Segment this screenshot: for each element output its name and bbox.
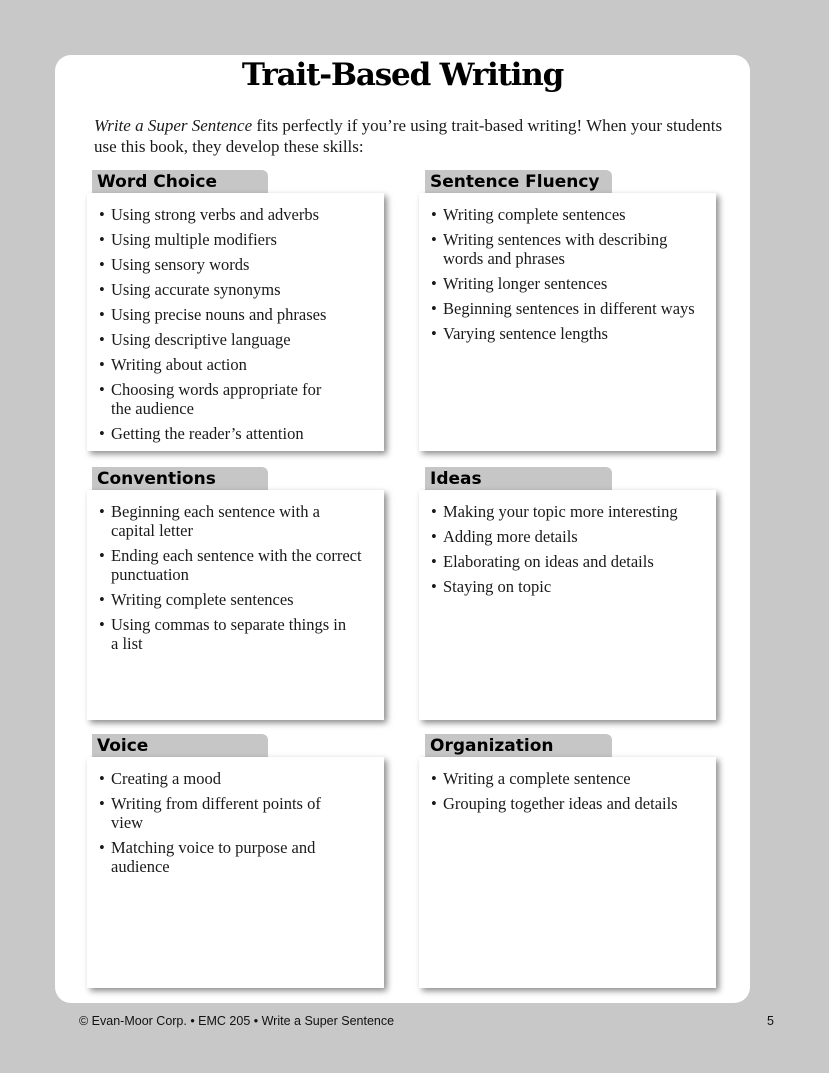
list-item: • Choosing words appropriate for the audience	[99, 380, 341, 418]
list-item: • Using multiple modifiers	[99, 230, 341, 249]
list-item: • Using accurate synonyms	[99, 280, 341, 299]
list-item: • Writing about action	[99, 355, 341, 374]
section-heading-sentence-fluency: Sentence Fluency	[425, 170, 612, 194]
list-item: • Ending each sentence with the correct punctuation	[99, 546, 376, 584]
list-item: • Using descriptive language	[99, 330, 341, 349]
list-item: • Writing from different points of view	[99, 794, 321, 832]
list-item: • Beginning sentences in different ways	[431, 299, 713, 318]
section-heading-ideas: Ideas	[425, 467, 612, 491]
list-item: • Using sensory words	[99, 255, 341, 274]
page-number: 5	[767, 1014, 774, 1028]
list-item: • Using precise nouns and phrases	[99, 305, 341, 324]
intro-paragraph	[94, 115, 734, 157]
list-item: • Writing sentences with describing words and phrases	[431, 230, 683, 268]
skill-list	[99, 205, 374, 443]
section-box-organization	[419, 757, 716, 988]
list-item: • Varying sentence lengths	[431, 324, 713, 343]
footer-copyright: © Evan-Moor Corp. • EMC 205 • Write a Super Sentence	[79, 1014, 395, 1028]
intro-book-title: Write a Super Sentence	[94, 116, 253, 135]
section-heading-voice: Voice	[92, 734, 268, 758]
list-item: • Writing longer sentences	[431, 274, 713, 293]
skill-list	[431, 502, 706, 596]
skill-list	[99, 769, 374, 876]
section-box-conventions	[87, 490, 384, 720]
list-item: • Getting the reader’s attention	[99, 424, 341, 443]
list-item: • Writing complete sentences	[99, 590, 376, 609]
list-item: • Adding more details	[431, 527, 718, 546]
section-heading-organization: Organization	[425, 734, 612, 758]
list-item: • Beginning each sentence with a capital letter	[99, 502, 346, 540]
section-box-sentence-fluency	[419, 193, 716, 451]
skill-list	[99, 502, 374, 653]
list-item: • Making your topic more interesting	[431, 502, 718, 521]
section-heading-word-choice: Word Choice	[92, 170, 268, 194]
section-box-word-choice	[87, 193, 384, 451]
section-box-voice	[87, 757, 384, 988]
section-heading-conventions: Conventions	[92, 467, 268, 491]
list-item: • Using commas to separate things in a list	[99, 615, 351, 653]
intro-text: fits perfectly if you’re using trait-based writing! When your students use this book, they develop these skills:	[94, 116, 723, 156]
skill-list	[431, 769, 706, 813]
section-box-ideas	[419, 490, 716, 720]
list-item: • Writing a complete sentence	[431, 769, 713, 788]
list-item: • Writing complete sentences	[431, 205, 683, 224]
page-title: Trait-Based Writing	[241, 57, 564, 93]
skill-list	[431, 205, 706, 343]
list-item: • Using strong verbs and adverbs	[99, 205, 341, 224]
list-item: • Elaborating on ideas and details	[431, 552, 718, 571]
list-item: • Creating a mood	[99, 769, 341, 788]
list-item: • Grouping together ideas and details	[431, 794, 713, 813]
list-item: • Matching voice to purpose and audience	[99, 838, 341, 876]
list-item: • Staying on topic	[431, 577, 718, 596]
